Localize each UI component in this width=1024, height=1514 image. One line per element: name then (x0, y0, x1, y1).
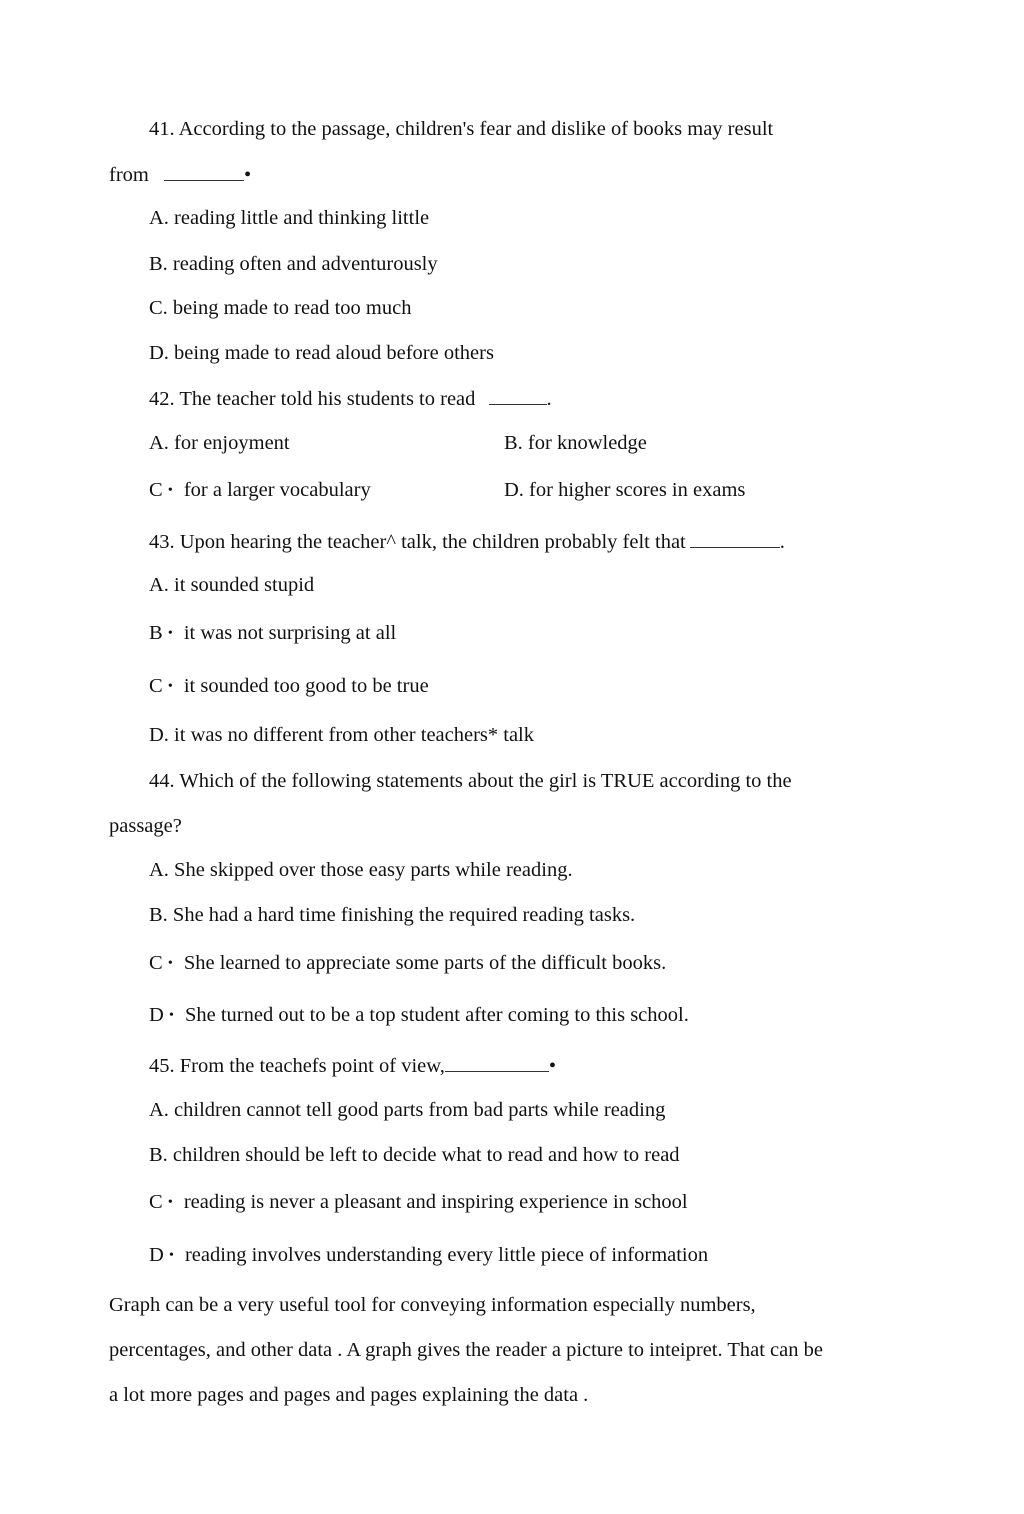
q41-option-b: B. reading often and adventurously (149, 253, 438, 275)
q44-option-c-dot: • (167, 956, 173, 971)
q41-option-d: D. being made to read aloud before others (149, 342, 494, 364)
q45-option-b: B. children should be left to decide what to read and how to read (149, 1144, 680, 1166)
q45-option-c-text: reading is never a pleasant and inspiring experience in school (183, 1191, 688, 1213)
q42-option-c (149, 478, 371, 505)
q44-stem: 44. Which of the following statements about the girl is TRUE according to the (149, 770, 792, 792)
q45-option-d (149, 1243, 708, 1270)
q42-option-c-letter: C (149, 479, 163, 501)
q43-stem-end: . (779, 531, 785, 553)
q41-stem-word: from (109, 164, 149, 186)
q44-stem-continued: passage? (109, 815, 182, 837)
q42-option-d: D. for higher scores in exams (504, 479, 746, 501)
passage-line-2: percentages, and other data . A graph gives the reader a picture to inteipret. That can be (109, 1339, 823, 1361)
q41-stem-continued (109, 162, 251, 187)
q45-option-c (149, 1190, 688, 1217)
q44-option-b: B. She had a hard time finishing the required reading tasks. (149, 904, 636, 926)
q42-option-b: B. for knowledge (504, 432, 647, 454)
q45-option-d-letter: D (149, 1244, 164, 1266)
q44-option-c-letter: C (149, 952, 163, 974)
q45-option-c-dot: • (167, 1195, 173, 1210)
q43-option-b-dot: • (167, 626, 173, 641)
q43-option-b-text: it was not surprising at all (183, 622, 397, 644)
q43-option-c-dot: • (167, 679, 173, 694)
q42-stem: 42. The teacher told his students to read (149, 388, 476, 410)
q44-option-a: A. She skipped over those easy parts while reading. (149, 859, 573, 881)
q43-option-b (149, 621, 396, 648)
q44-option-d-text: She turned out to be a top student after coming to this school. (184, 1004, 689, 1026)
q43-option-a: A. it sounded stupid (149, 574, 315, 596)
q42-option-c-dot: • (167, 483, 173, 498)
q44-option-c-text: She learned to appreciate some parts of the difficult books. (183, 952, 667, 974)
q42-stem-line (149, 386, 552, 411)
q45-option-c-letter: C (149, 1191, 163, 1213)
q43-option-c (149, 674, 429, 701)
q45-stem-line (149, 1053, 556, 1078)
q45-option-d-text: reading involves understanding every little piece of information (184, 1244, 709, 1266)
q43-option-c-letter: C (149, 675, 163, 697)
q41-option-a: A. reading little and thinking little (149, 207, 430, 229)
q41-stem-end: • (243, 164, 252, 186)
q42-stem-end: . (546, 388, 552, 410)
q45-option-a: A. children cannot tell good parts from bad parts while reading (149, 1099, 666, 1121)
q43-answer-blank (690, 529, 780, 548)
q43-stem-line (149, 529, 785, 554)
q43-option-d: D. it was no different from other teachers* talk (149, 724, 535, 746)
passage-line-3: a lot more pages and pages and pages explaining the data . (109, 1384, 589, 1406)
q44-option-d (149, 1003, 689, 1030)
q44-option-d-letter: D (149, 1004, 164, 1026)
q44-option-d-dot: • (168, 1008, 174, 1023)
q41-option-c: C. being made to read too much (149, 297, 412, 319)
q45-option-d-dot: • (168, 1248, 174, 1263)
q42-option-a: A. for enjoyment (149, 432, 290, 454)
q41-answer-blank (164, 162, 244, 181)
q43-option-b-letter: B (149, 622, 163, 644)
q45-answer-blank (445, 1053, 549, 1072)
q41-stem: 41. According to the passage, children's fear and dislike of books may result (149, 118, 774, 140)
q43-stem: 43. Upon hearing the teacher^ talk, the children probably felt that (149, 531, 686, 553)
q42-answer-blank (489, 386, 547, 405)
q45-stem: 45. From the teachefs point of view, (149, 1055, 445, 1077)
passage-line-1: Graph can be a very useful tool for conveying information especially numbers, (109, 1294, 756, 1316)
q43-option-c-text: it sounded too good to be true (183, 675, 429, 697)
q45-stem-end: • (548, 1055, 557, 1077)
q42-option-c-text: for a larger vocabulary (183, 479, 371, 501)
q44-option-c (149, 951, 666, 978)
